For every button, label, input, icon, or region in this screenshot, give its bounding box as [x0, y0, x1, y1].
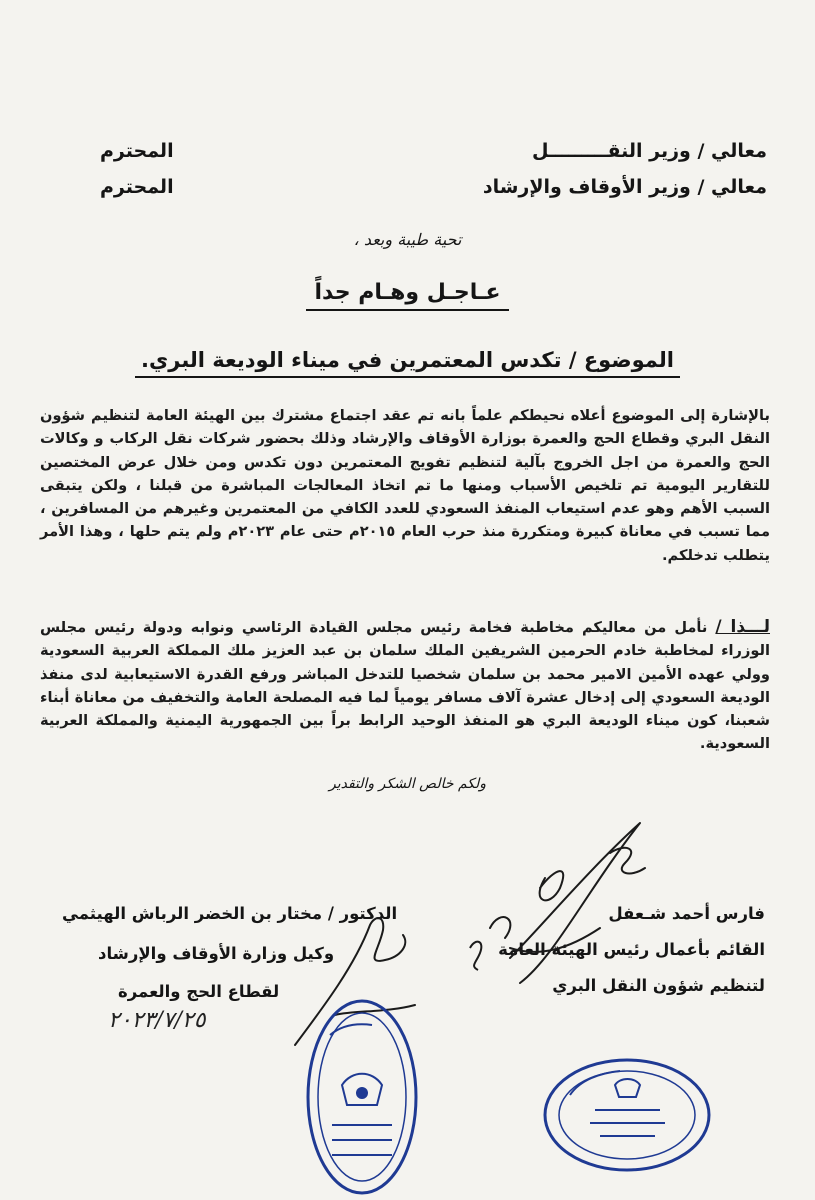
greeting: تحية طيبة وبعد ، — [353, 230, 462, 249]
signatory-right-title-2: لتنظيم شؤون النقل البري — [552, 976, 765, 995]
stamp-left — [302, 995, 422, 1200]
paragraph-2-lead: لـــذا / — [715, 617, 770, 637]
paragraph-1: بالإشارة إلى الموضوع أعلاه نحيطكم علماً بانه تم عقد اجتماع مشترك بين الهيئة العامة لتنظيم شؤون النقل البري وقطاع الحج والعمرة بوزارة الأوقاف والإرشاد وذلك بحضور شركات نقل الركاب و وكالات الحج والعمرة من اجل الخروج بآلية لتنظيم تفويج المعتمرين دون تكدس ومن خلال عرض المختصين للتقارير اليومية تم تلخيص الأسباب ومنها ما تم اتخاذ المعالجات المباشرة من قبلنا ، ولكن يتبقى السبب الأهم وهو عدم استيعاب المنفذ السعودي للعدد الكافي من المعتمرين وغيرهم من المسافرين ، مما تسبب في معاناة كبيرة ومتكررة منذ حرب العام ٢٠١٥م حتى عام ٢٠٢٣م ولم يتم حلها ، وهذا الأمر يتطلب تدخلكم. — [40, 407, 771, 564]
paragraph-2 — [40, 616, 770, 756]
urgent-label: عـاجـل وهـام جداً — [306, 280, 508, 311]
signatory-left-title-1: وكيل وزارة الأوقاف والإرشاد — [98, 944, 335, 963]
stamp-right — [540, 1055, 715, 1175]
signatory-left-title-2: لقطاع الحج والعمرة — [118, 982, 280, 1001]
paragraph-2-text: نأمل من معاليكم مخاطبة فخامة رئيس مجلس القيادة الرئاسي ونوابه ودولة رئيس مجلس الوزراء لمخاطبة خادم الحرمين الشريفين الملك سلمان بن عبد العزيز ملك المملكة العربية السعودية وولي عهده الأمين الامير محمد بن سلمان شخصيا للتدخل المباشر ورفع القدرة الاستيعابية لدى منفذ الوديعة السعودي إلى إدخال عشرة آلاف مسافر يومياً لما فيه المصلحة العامة والتخفيف من معاناة أبناء شعبنا، كون ميناء الوديعة البري هو المنفذ الوحيد الرابط براً بين الجمهورية اليمنية والمملكة العربية السعودية. — [40, 619, 770, 753]
signatory-right-name: فارس أحمد شـعفل — [608, 904, 765, 923]
addressee-line-1: معالي / وزير النقـــــــــل — [532, 140, 767, 162]
subject-text: الموضوع / تكدس المعتمرين في ميناء الوديعة البري. — [135, 348, 680, 378]
addressee-line-2: معالي / وزير الأوقاف والإرشاد — [482, 176, 767, 198]
signature-right-scribble — [450, 808, 680, 998]
signatory-left-name: الدكتور / مختار بن الخضر الرباش الهيثمي — [62, 904, 398, 923]
closing-line: ولكم خالص الشكر والتقدير — [328, 776, 487, 792]
urgent-heading — [0, 280, 815, 305]
honorific-line-1: المحترم — [100, 140, 174, 162]
honorific-line-2: المحترم — [100, 176, 174, 198]
signatory-right-title-1: القائم بأعمال رئيس الهيئة العامة — [498, 940, 765, 959]
subject-line — [0, 348, 815, 372]
handwritten-date: ٢٠٢٣/٧/٢٥ — [108, 1008, 206, 1033]
